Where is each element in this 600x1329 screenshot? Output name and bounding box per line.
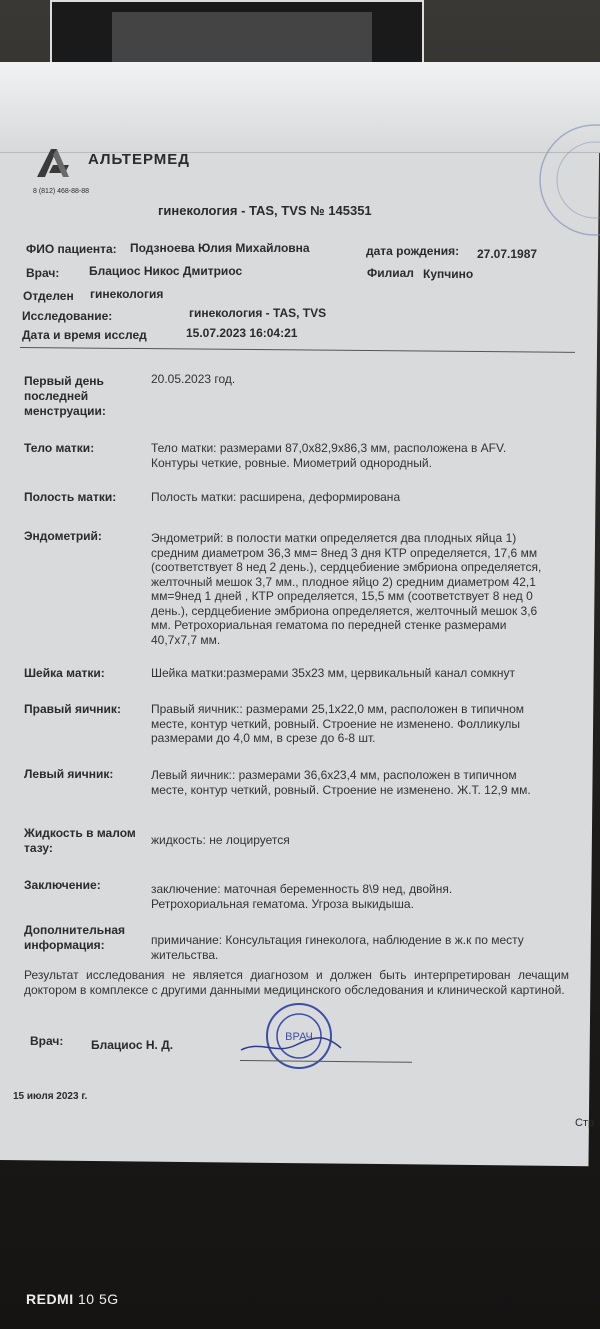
study-value: гинекология - TAS, TVS (189, 306, 327, 320)
doctor-name: Блациос Никос Дмитриос (89, 264, 243, 278)
cavity-label: Полость матки: (24, 490, 117, 504)
footer-doctor-name: Блациос Н. Д. (91, 1038, 174, 1052)
fluid-label: Жидкость в малом тазу: (24, 826, 136, 855)
dept-label: Отделен (23, 289, 74, 303)
brand-phone: 8 (812) 468-88-88 (33, 188, 90, 195)
lmp-value: 20.05.2023 год. (151, 372, 236, 386)
datetime-value: 15.07.2023 16:04:21 (186, 326, 298, 340)
fluid-value: жидкость: не лоцируется (151, 833, 290, 847)
right-ovary-label: Правый яичник: (24, 702, 121, 716)
dob-label: дата рождения: (366, 244, 460, 258)
extra-label: Дополнительная информация: (24, 923, 126, 952)
signature (236, 1030, 346, 1060)
stamp-text: ВРАЧ (285, 1031, 313, 1043)
extra-value: примичание: Консультация гинеколога, наблюдение в ж.к по месту жительства. (151, 933, 524, 962)
left-ovary-label: Левый яичник: (24, 767, 114, 781)
paper-fold (0, 62, 600, 153)
lmp-label: Первый день последней менструации: (24, 374, 106, 418)
footer-doctor-label: Врач: (30, 1034, 64, 1048)
cervix-label: Шейка матки: (24, 666, 105, 680)
document-title: гинекология - TAS, TVS № 145351 (158, 203, 372, 218)
cavity-value: Полость матки: расширена, деформирована (151, 490, 401, 504)
left-ovary-value: Левый яичник:: размерами 36,6x23,4 мм, расположен в типичном месте, контур четкий, ровный. Строение не изменено. Ж.Т. 12,9 мм. (151, 768, 531, 797)
branch-label: Филиал (367, 266, 414, 280)
cervix-value: Шейка матки:размерами 35x23 мм, цервикальный канал сомкнут (151, 666, 515, 680)
endometrium-value: Эндометрий: в полости матки определяется два плодных яйца 1) средним диаметром 36,3 мм= 8нед 3 дня КТР определяется, 17,6 мм (соответствует 8 нед 2 день.), сердцебиение эмбриона определяется, желточный мешок 3,7 мм., плодное яйцо 2) средним диаметром 42,1 мм=9нед 1 дней , КТР определяется, 15,5 мм (соответствует 8 нед 0 день.), сердцебиение эмбриона определяется, желточный мешок 3,6 мм. Ретрохориальная гематома по передней стенке размерами 40,7x7,7 мм. (151, 531, 542, 647)
study-label: Исследование: (22, 309, 113, 323)
fio-label: ФИО пациента: (26, 242, 117, 256)
uterus-label: Тело матки: (24, 441, 95, 455)
uterus-value: Тело матки: размерами 87,0x82,9x86,3 мм, расположена в AFV. Контуры четкие, ровные. Миометрий однородный. (151, 441, 507, 470)
endometrium-label: Эндометрий: (24, 529, 102, 543)
dept-value: гинекология (90, 287, 164, 301)
altermed-logo-icon (33, 145, 73, 179)
doctor-label: Врач: (26, 266, 60, 280)
corner-stamp (535, 120, 600, 240)
conclusion-label: Заключение: (24, 878, 101, 892)
watermark-brand: REDMI (26, 1291, 74, 1307)
footer-date: 15 июля 2023 г. (13, 1091, 88, 1102)
page-corner-text: Стр (575, 1117, 595, 1129)
dob-value: 27.07.1987 (477, 247, 538, 261)
patient-name: Подзноева Юлия Михайловна (130, 241, 310, 255)
disclaimer: Результат исследования не является диагнозом и должен быть интерпретирован лечащим доктором в комплексе с другими данными медицинского обследования и клинической картиной. (24, 968, 569, 997)
right-ovary-value: Правый яичник:: размерами 25,1x22,0 мм, расположен в типичном месте, контур четкий, ровный. Строение не изменено. Фолликулы размерами до 4,0 мм, в срезе до 6-8 шт. (151, 702, 525, 745)
watermark-model: 10 5G (78, 1291, 119, 1307)
branch-value: Купчино (423, 267, 474, 281)
conclusion-value: заключение: маточная беременность 8\9 нед, двойня. Ретрохориальная гематома. Угроза выкидыша. (151, 882, 453, 911)
brand-name: АЛЬТЕРМЕД (88, 151, 190, 168)
camera-watermark (26, 1291, 119, 1307)
datetime-label: Дата и время исслед (22, 328, 147, 342)
